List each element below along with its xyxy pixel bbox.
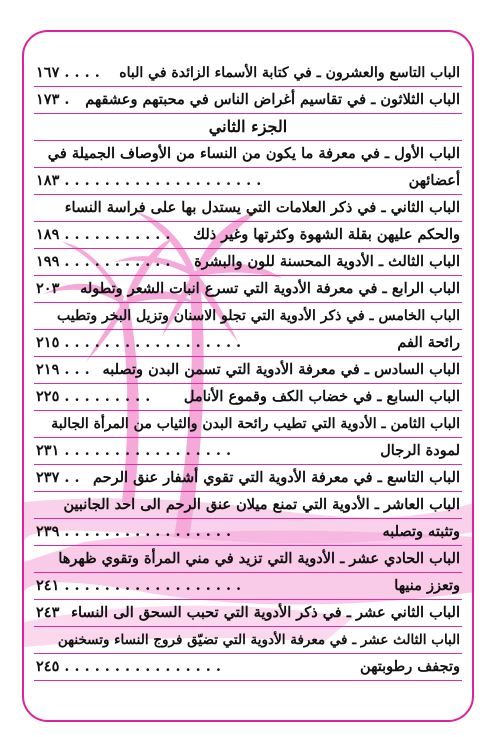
table-of-contents: [34, 60, 462, 681]
toc-entry: الباب الأول ـ في معرفة ما يكون من النساء من الأوصاف الجميلة في: [34, 141, 462, 168]
toc-entry: والحكم عليهن بقلة الشهوة وكثرتها وغير ذلك ١٨٩ . . . . . . . . . . .: [34, 222, 462, 249]
toc-entry: الباب الثاني ـ في ذكر العلامات التي يستدل بها على فراسة النساء: [34, 195, 462, 222]
toc-entry: لمودة الرجال ٢٣١ . . . . . . . . . . . . . . . . .: [34, 438, 462, 465]
toc-entry: الباب الثالث ـ الأدوية المحسنة للون والبشرة ١٩٩ . . . . . . . . . . .: [34, 249, 462, 276]
toc-entry: الباب الثلاثون ـ في تقاسيم أغراض الناس في محبتهم وعشقهم ١٧٣ .: [34, 87, 462, 114]
toc-entry: أعضائهن ١٨٣ . . . . . . . . . . . . . . . . . . . .: [34, 168, 462, 195]
toc-entry: وتعزز منيها ٢٤١ . . . . . . . . . . . . . . . . . .: [34, 573, 462, 600]
toc-entry: الباب الرابع ـ في معرفة الأدوية التي تسرع انبات الشعر وتطوله ٢٠٣: [34, 276, 462, 303]
toc-entry: وتثبته وتصلبه ٢٣٩ . . . . . . . . . . . . . . . . .: [34, 519, 462, 546]
toc-entry: الباب السادس ـ في معرفة الأدوية التي تسمن البدن وتصلبه ٢١٩ . . .: [34, 357, 462, 384]
toc-entry: رائحة الفم ٢١٥ . . . . . . . . . . . . . . . . . .: [34, 330, 462, 357]
toc-entry: الباب الثاني عشر ـ في ذكر الأدوية التي تحبب السحق الى النساء ٢٤٣: [34, 600, 462, 627]
toc-entry: الباب التاسع ـ في معرفة الأدوية التي تقوي أشفار عنق الرحم ٢٣٧ . .: [34, 465, 462, 492]
toc-entry: الباب الثامن ـ الأدوية التي تطيب رائحة البدن والثياب من المرأة الجالبة: [34, 411, 462, 438]
toc-entry: الباب العاشر ـ الأدوية التي تمنع ميلان عنق الرحم الى احد الجانبين: [34, 492, 462, 519]
toc-entry: الباب الخامس ـ في ذكر الأدوية التي تجلو الاسنان وتزيل البخر وتطيب: [34, 303, 462, 330]
section-heading: الجزء الثاني: [34, 114, 462, 141]
toc-entry: الباب السابع ـ في خضاب الكف وقموع الأنامل ٢٢٥ . . . . . . . . .: [34, 384, 462, 411]
toc-entry: وتجفف رطوبتهن ٢٤٥ . . . . . . . . . . . . . . . .: [34, 654, 462, 681]
toc-entry: الباب الثالث عشر ـ في معرفة الأدوية التي تضيّق فروج النساء وتسخنهن: [34, 627, 462, 654]
toc-entry: الباب التاسع والعشرون ـ في كتابة الأسماء الزائدة في الباه ١٦٧ . . . .: [34, 60, 462, 87]
toc-entry: الباب الحادي عشر ـ الأدوية التي تزيد في مني المرأة وتقوي ظهرها: [34, 546, 462, 573]
